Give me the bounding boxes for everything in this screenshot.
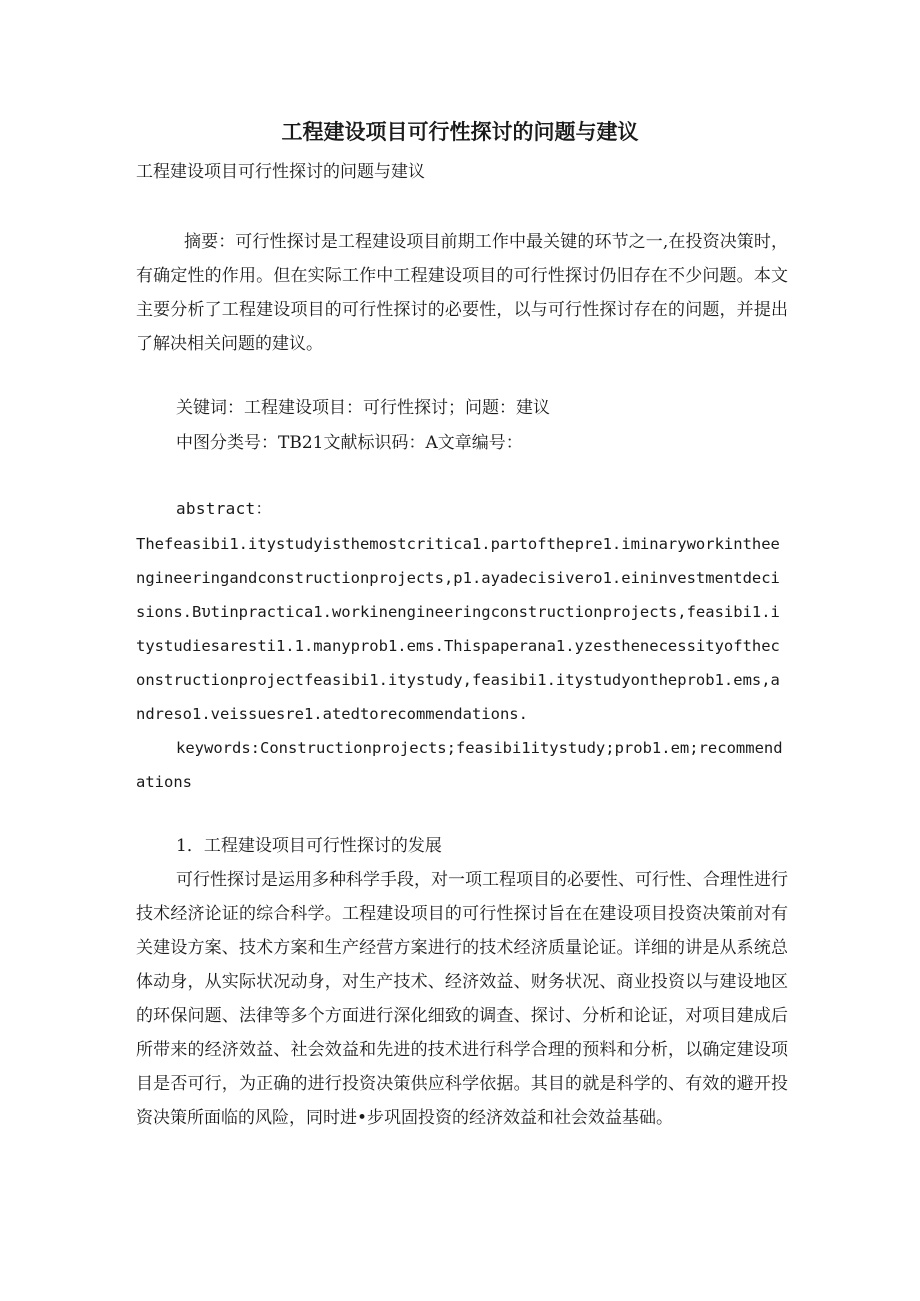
classification-line: 中图分类号：TB21文献标识码：A文章编号：	[176, 433, 523, 453]
english-abstract-label: abstract：	[176, 499, 272, 518]
section-1-body: 可行性探讨是运用多种科学手段，对一项工程项目的必要性、可行性、合理性进行技术经济论证的综合科学。工程建设项目的可行性探讨旨在在建设项目投资决策前对有关建设方案、技术方案和生产经营方案进行的技术经济质量论证。详细的讲是从系统总体动身，从实际状况动身，对生产技术、经济效益、财务状况、商业投资以与建设地区的环保问题、法律等多个方面进行深化细致的调查、探讨、分析和论证，对项目建成后所带来的经济效益、社会效益和先进的技术进行科学合理的预料和分析，以确定建设项目是否可行，为正确的进行投资决策供应科学依据。其目的就是科学的、有效的避开投资决策所面临的风险，同时进•步巩固投资的经济效益和社会效益基础。	[136, 870, 788, 1128]
english-abstract: Thefeasibi1.itystudyisthemostcritica1.partofthepre1.iminaryworkintheengineeringandconstructionprojects,p1.ayadecisivero1.eininvestmentdecisions.Bυtinpractica1.workinengineeringconstructionprojects,feasibi1.itystudiesaresti1.1.manyprob1.ems.Thispaperana1.yzesthenecessityoftheconstructionprojectfeasibi1.itystudy,feasibi1.itystudyontheprob1.ems,andreso1.veissuesre1.atedtorecommendations.	[136, 535, 780, 723]
english-keywords: keywords:Constructionprojects;feasibi1itystudy;prob1.em;recommendations	[136, 739, 783, 791]
document-title: 工程建设项目可行性探讨的问题与建议	[281, 120, 639, 144]
chinese-abstract: 摘要：可行性探讨是工程建设项目前期工作中最关键的环节之一,在投资决策时，有确定性的作用。但在实际工作中工程建设项目的可行性探讨仍旧存在不少问题。本文主要分析了工程建设项目的可行性探讨的必要性，以与可行性探讨存在的问题，并提出了解决相关问题的建议。	[136, 232, 788, 354]
chinese-keywords: 关键词：工程建设项目：可行性探讨；问题：建议	[176, 398, 550, 418]
document-subtitle: 工程建设项目可行性探讨的问题与建议	[136, 162, 425, 182]
section-1-heading: 1．工程建设项目可行性探讨的发展	[176, 836, 442, 856]
